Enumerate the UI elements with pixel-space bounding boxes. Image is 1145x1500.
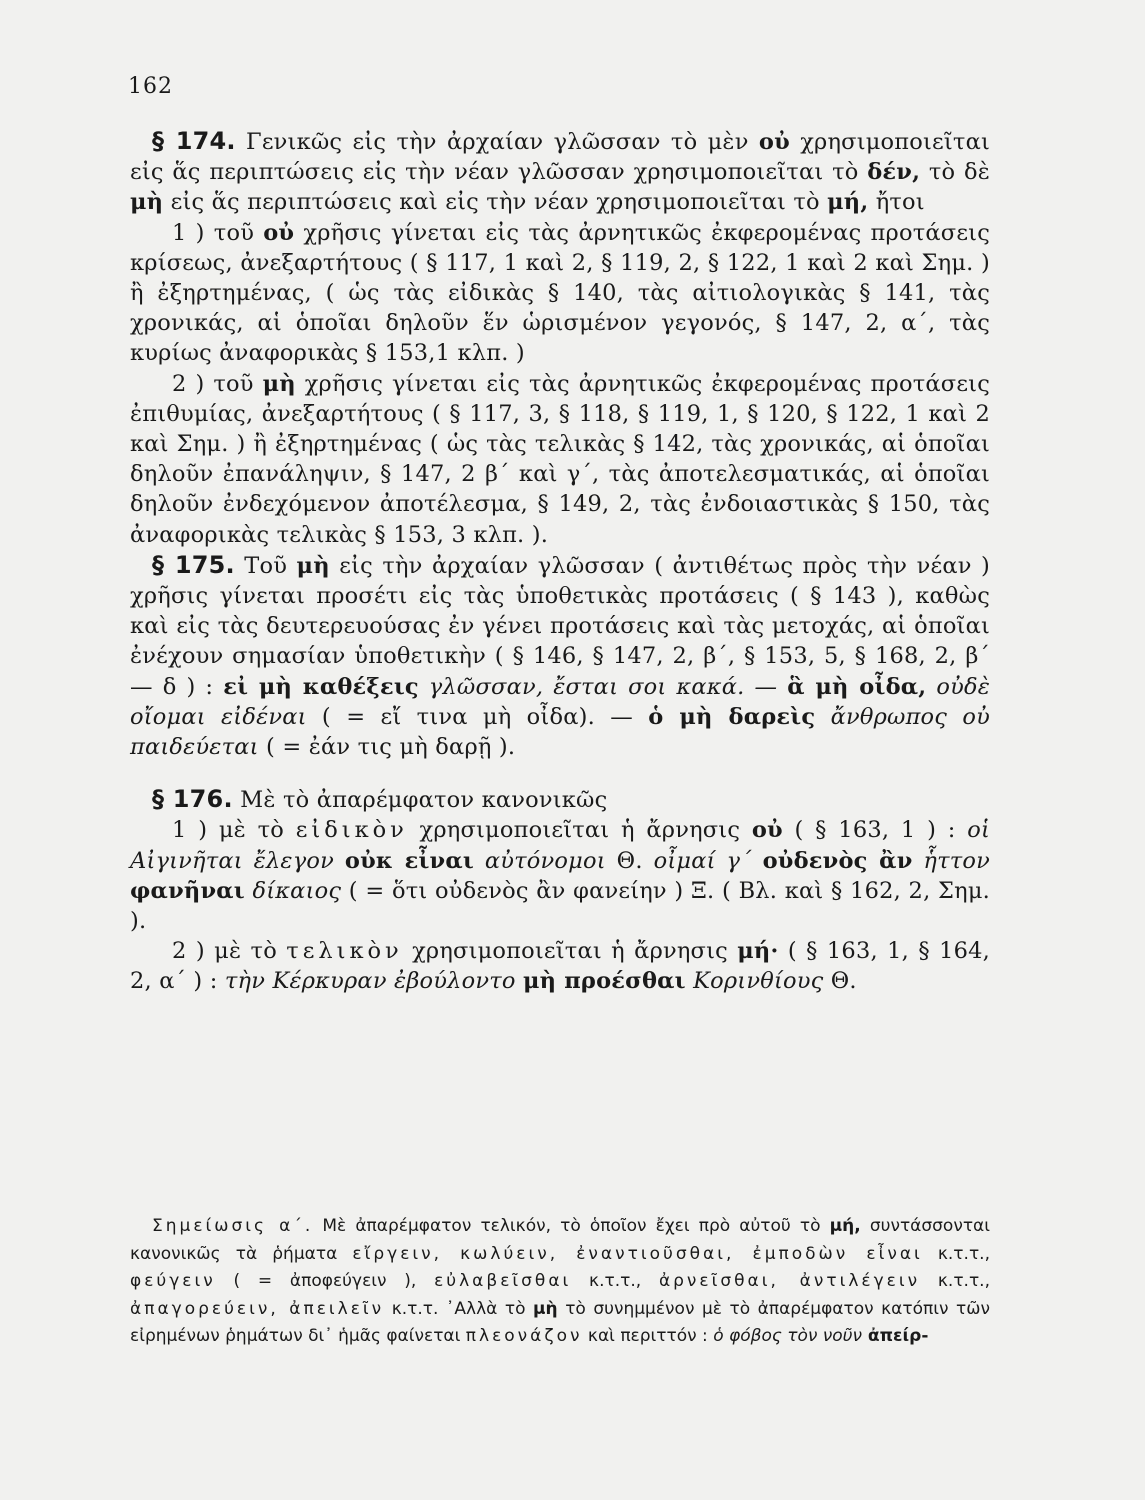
bold-term: οὐ	[758, 129, 790, 155]
section-176	[130, 784, 990, 815]
spaced-term: πλεονάζον	[465, 1326, 583, 1347]
text-run: τὸ συνημμένον μὲ τὸ ἀπαρέμφατον κατόπιν τῶν εἰρημένων ῥημάτων δι᾿ ἡμᾶς φαίνεται	[130, 1298, 990, 1347]
text-run: χρῆσις γίνεται εἰς τὰς ἀρνητικῶς ἐκφερομένας προτάσεις ἐπιθυμίας, ἀνεξαρτήτους ( § 117, 3, § 118, § 119, 1, § 120, § 122, 1 καὶ 2 καὶ Σημ. ) ἢ ἐξηρτημένας ( ὡς τὰς τελικὰς § 142, τὰς χρονικάς, αἱ ὁποῖαι δηλοῦν ἐπανάληψιν, § 147, 2 β΄ καὶ γ΄, τὰς ἀποτελεσματικάς, αἱ ὁποῖαι δηλοῦν ἐνδεχόμενον ἀποτέλεσμα, § 149, 2, τὰς ἐνδοιαστικὰς § 150, τὰς ἀναφορικὰς τελικὰς § 153, 3 κλπ. ).	[130, 370, 990, 548]
bold-term: οὐ	[263, 219, 295, 246]
bold-term: μὴ	[130, 189, 164, 216]
text-run: καὶ περιττόν :	[582, 1326, 714, 1347]
example-bold: μὴ προέσθαι	[522, 968, 686, 995]
example-italic: ὁ φόβος τὸν νοῦν	[713, 1326, 863, 1347]
spaced-term: ἀρνεῖσθαι, ἀντιλέγειν	[658, 1271, 921, 1292]
example-italic: οἱ Αἰγινῆται ἔλεγον	[130, 817, 990, 874]
text-run: τὸ δὲ	[920, 159, 990, 186]
section-174	[130, 126, 990, 218]
text-run: εἰς ἅς περιπτώσεις καὶ εἰς τὴν νέαν χρησιμοποιεῖται τὸ	[163, 189, 828, 216]
spaced-term: φεύγειν	[130, 1271, 216, 1292]
text-run: ( § 163, 1 ) :	[782, 817, 968, 844]
text-run: ( = εἴ τινα μὴ οἶδα). —	[306, 703, 649, 730]
main-text	[130, 126, 990, 997]
text-run: χρῆσις γίνεται εἰς τὰς ἀρνητικῶς ἐκφερομένας προτάσεις κρίσεως, ἀνεξαρτήτους ( § 117, 1 καὶ 2, § 119, 2, § 122, 1 καὶ 2 καὶ Σημ. ) ἢ ἐξηρτημένας, ( ὡς τὰς εἰδικὰς § 140, τὰς αἰτιολογικὰς § 141, τὰς χρονικάς, αἱ ὁποῖαι δηλοῦν ἕν ὡρισμένον γεγονός, § 147, 2, α΄, τὰς κυρίως ἀναφορικὰς § 153,1 κλπ. )	[130, 219, 990, 367]
example-italic: ἄνθρωπος οὐ παιδεύεται	[130, 703, 991, 761]
spaced-term: Σημείωσις α΄.	[152, 1216, 314, 1236]
example-bold: ἃ μὴ οἶδα,	[787, 673, 927, 700]
section-number: § 176.	[152, 785, 233, 814]
text-run: ( = ἀποφεύγειν ),	[215, 1271, 435, 1292]
footnote-remark	[130, 1213, 990, 1351]
text-run: χρησιμοποιεῖται εἰς ἅς περιπτώσεις εἰς τὴν νέαν γλῶσσαν χρησιμοποιεῖται τὸ	[130, 129, 990, 186]
text-run: Θ.	[823, 968, 857, 995]
text-run: κ.τ.τ.,	[920, 1271, 990, 1292]
spaced-term: ἀπαγορεύειν, ἀπειλεῖν	[130, 1298, 385, 1319]
text-run: Γενικῶς εἰς τὴν ἀρχαίαν γλῶσσαν τὸ μὲν	[235, 129, 759, 155]
example-italic: οὐδὲ οἴομαι εἰδέναι	[130, 673, 990, 730]
text-run: Θ.	[605, 847, 654, 874]
example-italic: ἧττον	[912, 847, 991, 874]
text-run: εἰς τὴν ἀρχαίαν γλῶσσαν ( ἀντιθέτως πρὸς τὴν νέαν ) χρῆσις γίνεται προσέτι εἰς τὰς ὑποθετικὰς προτάσεις ( § 143 ), καθὼς καὶ εἰς τὰς δευτερευούσας ἐν γένει προτάσεις καὶ τὰς μετοχάς, αἱ ὁποῖαι ἐνέχουν σημασίαν ὑποθετικὴν ( § 146, § 147, 2, β΄, § 153, 5, § 168, 2, β΄ — δ ) :	[130, 552, 990, 700]
text-run: Μὲ ἀπαρέμφατον τελικόν, τὸ ὁποῖον ἔχει πρὸ αὐτοῦ τὸ	[313, 1216, 830, 1236]
spaced-term: τελικὸν	[286, 938, 403, 965]
example-bold: φανῆναι	[130, 877, 245, 904]
item-176-1	[130, 815, 990, 936]
bold-term: μή·	[737, 938, 779, 965]
text-run: 1 ) τοῦ	[172, 219, 264, 246]
example-bold: ὁ μὴ δαρεὶς	[648, 703, 816, 730]
spaced-term: εἴργειν, κωλύειν, ἐναντιοῦσθαι, ἐμποδὼν εἶναι	[352, 1243, 923, 1264]
text-run: ( § 163, 1, § 164, 2, α΄ ) :	[130, 938, 990, 995]
example-italic: τὴν Κέρκυραν ἐβούλοντο	[224, 968, 523, 995]
text-run: κ.τ.τ.,	[571, 1271, 659, 1292]
text-run: 1 ) μὲ τὸ	[172, 817, 296, 844]
text-run: ( = ἐάν τις μὴ δαρῇ ).	[258, 734, 516, 761]
example-italic: Κορινθίους	[685, 968, 824, 995]
example-bold: οὐκ εἶναι	[344, 847, 474, 874]
text-run: ἤτοι	[868, 189, 925, 216]
bold-term: μή,	[829, 1216, 861, 1236]
page-number: 162	[128, 74, 173, 99]
example-italic: αὐτόνομοι	[473, 847, 606, 874]
item-176-2	[130, 936, 990, 996]
bold-term: δέν,	[867, 159, 921, 186]
text-run: 2 ) τοῦ	[172, 370, 263, 397]
text-run: 2 ) μὲ τὸ	[172, 938, 287, 965]
spaced-term: εὐλαβεῖσθαι	[434, 1271, 572, 1292]
remark-paragraph	[130, 1213, 990, 1351]
example-italic: οἶμαί γ΄	[653, 847, 763, 874]
section-number: § 175.	[152, 550, 235, 579]
text-run: ( = ὅτι οὐδενὸς ἂν φανείην ) Ξ. ( Βλ. καὶ § 162, 2, Σημ. ).	[130, 877, 990, 935]
section-175	[130, 550, 990, 762]
item-174-2	[130, 369, 990, 550]
item-174-1	[130, 218, 990, 369]
example-italic: δίκαιος	[244, 877, 342, 904]
bold-term: μή,	[827, 189, 869, 216]
bold-term: οὐ	[751, 817, 783, 844]
text-run: κ.τ.τ.,	[922, 1243, 990, 1264]
example-bold: εἰ μὴ καθέξεις	[223, 673, 419, 700]
example-italic: γλῶσσαν, ἔσται σοι κακά. —	[418, 673, 788, 700]
bold-term: μὴ	[296, 552, 330, 579]
text-run: κ.τ.τ. ᾿Αλλὰ τὸ	[384, 1298, 534, 1319]
example-bold: ἀπείρ-	[862, 1326, 929, 1347]
bold-term: μὴ	[533, 1298, 558, 1319]
bold-term: μὴ	[262, 370, 296, 397]
example-bold: οὐδενὸς ἂν	[762, 847, 913, 874]
text-run: συντάσσονται κανονικῶς τὰ ῥήματα	[130, 1216, 991, 1264]
text-run: χρησιμοποιεῖται ἡ ἄρνησις	[407, 817, 752, 844]
text-run: Τοῦ	[234, 552, 297, 579]
text-run: Μὲ τὸ ἀπαρέμφατον κανονικῶς	[232, 787, 608, 814]
text-run: χρησιμοποιεῖται ἡ ἄρνησις	[402, 938, 738, 965]
spaced-term: εἰδικὸν	[295, 817, 408, 844]
section-number: § 174.	[152, 127, 236, 155]
spacer	[130, 762, 990, 784]
